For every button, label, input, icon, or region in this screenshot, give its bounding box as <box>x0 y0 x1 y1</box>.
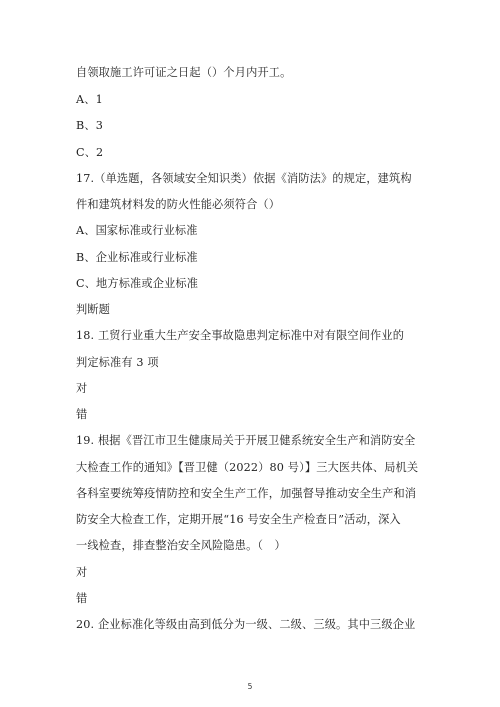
question-line: 17.（单选题，各领域安全知识类）依据《消防法》的规定，建筑构 <box>76 172 412 185</box>
option-line: C、2 <box>76 146 104 159</box>
option-line: 错 <box>76 592 88 605</box>
option-line: A、1 <box>76 93 103 106</box>
option-line: B、3 <box>76 119 103 132</box>
text-line: 大检查工作的通知》【晋卫健（2022）80 号）】三大医共体、局机关 <box>76 461 419 474</box>
text-line: 各科室要统筹疫情防控和安全生产工作，加强督导推动安全生产和消 <box>76 487 417 500</box>
text-line: 判定标准有 3 项 <box>76 356 159 369</box>
option-line: 对 <box>76 566 88 579</box>
page-number: 5 <box>247 682 253 691</box>
section-heading: 判断题 <box>76 303 111 316</box>
text-line: 一线检查，排查整治安全风险隐患。（ ） <box>76 539 286 552</box>
text-line: 件和建筑材料发的防火性能必须符合（） <box>76 198 281 211</box>
option-line: A、国家标准或行业标准 <box>76 224 198 237</box>
text-line: 防安全大检查工作，定期开展“16 号安全生产检查日”活动，深入 <box>76 513 401 526</box>
text-line: 自领取施工许可证之日起（）个月内开工。 <box>76 66 292 79</box>
option-line: C、地方标准或企业标准 <box>76 277 199 290</box>
question-line: 19. 根据《晋江市卫生健康局关于开展卫健系统安全生产和消防安全 <box>76 434 416 447</box>
option-line: 错 <box>76 408 88 421</box>
option-line: B、企业标准或行业标准 <box>76 251 198 264</box>
question-line: 20. 企业标准化等级由高到低分为一级、二级、三级。其中三级企业 <box>76 618 416 631</box>
option-line: 对 <box>76 382 88 395</box>
question-line: 18. 工贸行业重大生产安全事故隐患判定标准中对有限空间作业的 <box>76 329 405 342</box>
